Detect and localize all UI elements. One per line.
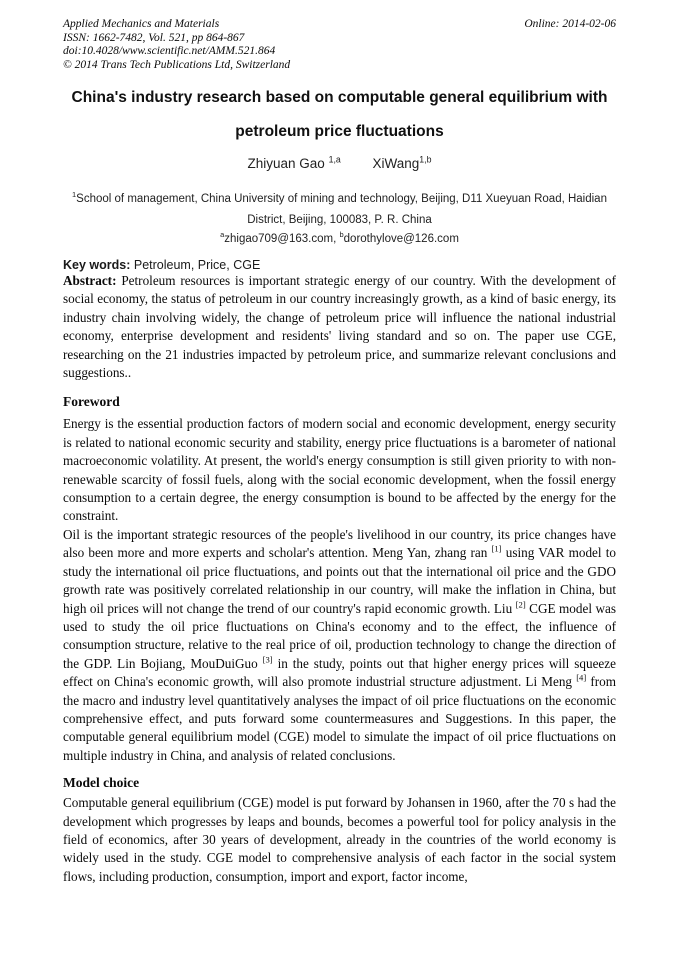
author-1: Zhiyuan Gao $^{1,a}$ <box>247 154 341 171</box>
section-heading-model-choice: Model choice <box>63 775 140 791</box>
emails-line: $^a$zhigao709@163.com, $^b$dorothylove@126.com <box>220 230 459 245</box>
doi-line: doi:10.4028/www.scientific.net/AMM.521.864 <box>63 45 276 57</box>
abstract-paragraph: Abstract: Petroleum resources is important strategic energy of our country. With the development of social economy, the status of petroleum in our country increasingly growth, as a kind of basic energy, its industry chain involving widely, the change of petroleum price will influence the national industrial economy, enterprise development and residents' living standard and so on. The paper use CGE, researching on the 21 industries impacted by petroleum price, and summarize relevant conclusions and suggestions.. <box>63 273 617 381</box>
affiliation-line: $^1$School of management, China University of mining and technology, Beijing, D11 Xueyuan Road, Haidian District, Beijing, 100083, P. R. China <box>72 190 607 226</box>
authors-line <box>63 156 616 171</box>
issn-line: ISSN: 1662-7482, Vol. 521, pp 864-867 <box>63 31 245 44</box>
journal-name: Applied Mechanics and Materials <box>63 18 220 30</box>
title-line-1: China's industry research based on computable general equilibrium with <box>71 89 608 106</box>
model-choice-paragraph: Computable general equilibrium (CGE) model is put forward by Johansen in 1960, after the 70 s had the development which progresses by leaps and bounds, becomes a powerful tool for policy analysis in the field of economics, after 30 years of development, already in the countries of the world economy is widely used in the study. CGE model to comprehensive analysis of each factor in the social system flows, including production, consumption, import and export, factor income, <box>63 795 616 884</box>
author-2: XiWang$^{1,b}$ <box>372 154 432 171</box>
online-date: Online: 2014-02-06 <box>524 18 616 30</box>
journal-header-left <box>63 18 290 72</box>
journal-header <box>63 18 616 72</box>
title-line-2: petroleum price fluctuations <box>235 123 444 140</box>
paper-title <box>63 88 616 141</box>
foreword-paragraph-2: Oil is the important strategic resources of the people's livelihood in our country, its price changes have also been more and more experts and scholar's attention. Meng Yan, zhang ran [1] using VAR model to study the international oil price fluctuations, and points out that the international oil price and the GDO growth rate was positively correlated relationship in our country, will make the inflation in China, but high oil prices will not change the trend of our country's rapid economic growth. Liu [2] CGE model was used to study the oil price fluctuations on China's economy and to the effect, the influence of consumption structure, relative to the real price of oil, production technology to change the direction of the GDP. Lin Bojiang, MouDuiGuo [3] in the study, points out that higher energy prices will squeeze effect on China's economic growth, will also promote industrial structure adjustment. Li Meng [4] from the macro and industry level quantitatively analyses the impact of oil price fluctuations on the economic comprehensive effect, and puts forward some countermeasures and Suggestions. In this paper, the computable general equilibrium model (CGE) model to simulate the impact of oil price fluctuations on multiple industry in China, and analysis of related conclusions. <box>63 526 617 763</box>
keywords-line: Key words: Petroleum, Price, CGE <box>63 258 261 272</box>
section-heading-foreword: Foreword <box>63 394 120 410</box>
foreword-paragraph-1: Energy is the essential production factors of modern social and economic development, energy security is related to national economic security and stability, energy price fluctuations is a barometer of national macroeconomic volatility. At present, the world's energy consumption is still given priority to with non-renewable scarcity of fossil fuels, along with the social economic development, when the fossil energy consumption to a certain degree, the energy consumption is bound to be affected by the energy for the constraint. <box>63 416 616 524</box>
copyright-line: © 2014 Trans Tech Publications Ltd, Switzerland <box>63 58 291 71</box>
